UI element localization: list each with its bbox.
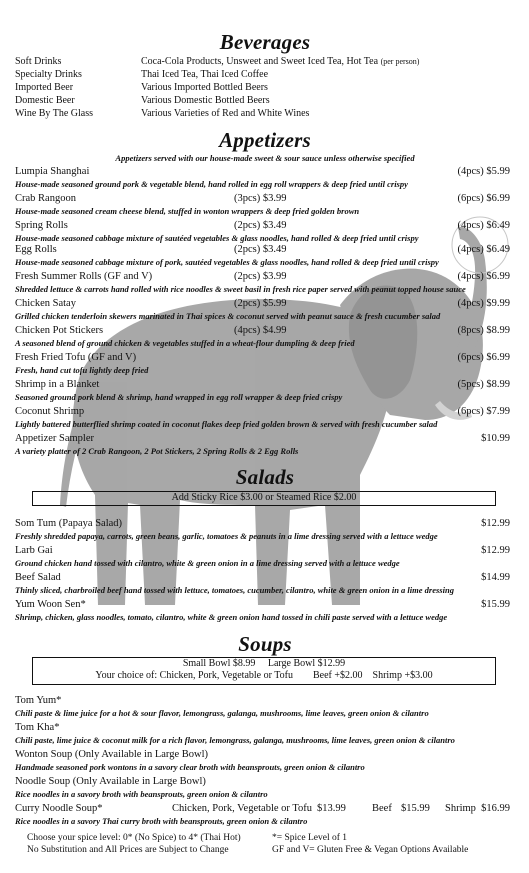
appetizers-heading: Appetizers xyxy=(219,128,311,152)
item-description: Freshly shredded papaya, carrots, green beans, garlic, tomatoes & peanuts in a lime dressing served with a lettuce wedge xyxy=(15,531,438,541)
rice-addon-box: Add Sticky Rice $3.00 or Steamed Rice $2.00 xyxy=(32,491,496,506)
beverage-value: Thai Iced Tea, Thai Iced Coffee xyxy=(141,69,269,80)
item-large-portion: (6pcs) $6.99 xyxy=(457,352,510,363)
menu-item xyxy=(15,748,510,761)
item-large-portion: (8pcs) $8.99 xyxy=(457,325,510,336)
soups-heading: Soups xyxy=(238,632,292,656)
item-description: Rice noodles in a savory broth with beansprouts, green onion & cilantro xyxy=(15,789,268,799)
spice-key-note: *= Spice Level of 1 xyxy=(272,833,348,843)
item-name: Appetizer Sampler xyxy=(15,433,95,444)
item-description: Thinly sliced, charbroiled beef hand tossed with lettuce, tomatoes, cucumber, cilantro, white & green onion in a lime dressing xyxy=(15,585,454,595)
item-description: A seasoned blend of ground chicken & vegetables stuffed in a wheat-flour dumpling & deep fried xyxy=(15,338,355,348)
menu-item xyxy=(15,270,510,283)
item-name: Crab Rangoon xyxy=(15,193,76,204)
curry-beef-price: $15.99 xyxy=(401,803,430,814)
item-name: Tom Yum* xyxy=(15,695,62,706)
item-small-portion: (2pcs) $3.99 xyxy=(234,271,287,282)
item-price: $12.99 xyxy=(481,518,510,529)
item-large-portion: (4pcs) $6.49 xyxy=(457,244,510,255)
item-description: House-made seasoned cabbage mixture of sautéed vegetables & glass noodles, hand rolled & deep fried until crispy xyxy=(15,233,419,243)
menu-item xyxy=(15,694,510,707)
item-small-portion: (2pcs) $3.49 xyxy=(234,244,287,255)
curry-beef-label: Beef xyxy=(372,803,392,814)
item-name: Larb Gai xyxy=(15,545,53,556)
beverage-name: Domestic Beer xyxy=(15,95,75,106)
beverage-note: (per person) xyxy=(380,57,420,66)
beverage-item xyxy=(15,56,515,68)
menu-item xyxy=(15,351,510,364)
item-name: Spring Rolls xyxy=(15,220,68,231)
item-description: Shredded lettuce & carrots hand rolled with rice noodles & sweet basil in fresh rice paper served with peanut topped house sauce xyxy=(15,284,466,294)
item-small-portion: (3pcs) $3.99 xyxy=(234,193,287,204)
item-name: Noodle Soup (Only Available in Large Bowl) xyxy=(15,776,206,787)
curry-choice-price: $13.99 xyxy=(317,803,346,814)
beverage-item xyxy=(15,108,515,120)
substitution-note: No Substitution and All Prices are Subject to Change xyxy=(27,845,229,855)
item-large-portion: (6pcs) $6.99 xyxy=(457,193,510,204)
appetizers-subtitle: Appetizers served with our house-made sweet & sour sauce unless otherwise specified xyxy=(115,153,415,163)
item-description: House-made seasoned cream cheese blend, stuffed in wonton wrappers & deep fried golden brown xyxy=(15,206,360,216)
item-large-portion: (4pcs) $6.49 xyxy=(457,220,510,231)
beverage-value-text: Coca-Cola Products, Unsweet and Sweet Iced Tea, Hot Tea xyxy=(141,56,379,67)
beverage-value xyxy=(141,56,419,68)
menu-item xyxy=(15,324,510,337)
beverage-name: Specialty Drinks xyxy=(15,69,82,80)
soup-pricing-box xyxy=(32,657,496,685)
menu-item xyxy=(15,405,510,418)
item-name: Beef Salad xyxy=(15,572,61,583)
item-description: Shrimp, chicken, glass noodles, tomato, cilantro, white & green onion hand tossed in chili paste served with a lettuce wedge xyxy=(15,612,448,622)
item-large-portion: (4pcs) $5.99 xyxy=(457,166,510,177)
item-large-portion: (4pcs) $6.99 xyxy=(457,271,510,282)
item-description: Lightly battered butterflied shrimp coated in coconut flakes deep fried golden brown & served with fresh cucumber salad xyxy=(15,419,438,429)
item-large-portion: (4pcs) $9.99 xyxy=(457,298,510,309)
item-price: $10.99 xyxy=(481,433,510,444)
item-price: $12.99 xyxy=(481,545,510,556)
curry-shrimp-price: $16.99 xyxy=(481,803,510,814)
beverage-value: Various Imported Bottled Beers xyxy=(141,82,268,93)
item-description: House-made seasoned ground pork & vegetable blend, hand rolled in egg roll wrappers & deep fried until crispy xyxy=(15,179,408,189)
curry-choice: Chicken, Pork, Vegetable or Tofu xyxy=(172,803,313,814)
item-name: Tom Kha* xyxy=(15,722,60,733)
menu-item xyxy=(15,243,510,256)
item-description: Grilled chicken tenderloin skewers marinated in Thai spices & coconut served with peanut sauce & fresh cucumber salad xyxy=(15,311,441,321)
soup-bowl-prices: Small Bowl $8.99 Large Bowl $12.99 xyxy=(182,658,346,669)
beverage-name: Wine By The Glass xyxy=(15,108,94,119)
item-name: Som Tum (Papaya Salad) xyxy=(15,518,123,529)
beverage-name: Soft Drinks xyxy=(15,56,62,67)
item-small-portion: (2pcs) $3.49 xyxy=(234,220,287,231)
curry-shrimp-label: Shrimp xyxy=(445,803,476,814)
item-name: Curry Noodle Soup* xyxy=(15,803,103,814)
item-large-portion: (5pcs) $8.99 xyxy=(457,379,510,390)
menu-item xyxy=(15,598,510,611)
item-name: Yum Woon Sen* xyxy=(15,599,86,610)
item-name: Shrimp in a Blanket xyxy=(15,379,100,390)
menu-item xyxy=(15,378,510,391)
menu-item xyxy=(15,432,510,445)
item-name: Wonton Soup (Only Available in Large Bowl) xyxy=(15,749,208,760)
beverage-item xyxy=(15,69,515,81)
item-description: Handmade seasoned pork wontons in a savory clear broth with beansprouts, green onion & cilantro xyxy=(15,762,365,772)
menu-item xyxy=(15,544,510,557)
item-description: Ground chicken hand tossed with cilantro, white & green onion in a lime dressing served with a lettuce wedge xyxy=(15,558,400,568)
beverage-item xyxy=(15,95,515,107)
item-price: $15.99 xyxy=(481,599,510,610)
item-name: Fresh Fried Tofu (GF and V) xyxy=(15,352,137,363)
menu-item xyxy=(15,775,510,788)
item-name: Chicken Satay xyxy=(15,298,76,309)
salads-heading: Salads xyxy=(235,465,295,489)
menu-item xyxy=(15,571,510,584)
item-description: Rice noodles in a savory Thai curry broth with beansprouts, green onion & cilantro xyxy=(15,816,308,826)
soup-protein-choices: Your choice of: Chicken, Pork, Vegetable or Tofu Beef +$2.00 Shrimp +$3.00 xyxy=(95,670,433,681)
gluten-free-key-note: GF and V= Gluten Free & Vegan Options Available xyxy=(272,845,469,855)
menu-item xyxy=(15,165,510,178)
item-description: Fresh, hand cut tofu lightly deep fried xyxy=(15,365,149,375)
item-description: A variety platter of 2 Crab Rangoon, 2 Pot Stickers, 2 Spring Rolls & 2 Egg Rolls xyxy=(15,446,299,456)
item-description: Chili paste, lime juice & coconut milk for a rich flavor, lemongrass, galanga, mushrooms, lime leaves, green onion & cilantro xyxy=(15,735,455,745)
beverage-name: Imported Beer xyxy=(15,82,74,93)
item-price: $14.99 xyxy=(481,572,510,583)
menu-item xyxy=(15,297,510,310)
item-name: Fresh Summer Rolls (GF and V) xyxy=(15,271,153,282)
curry-noodle-soup-item xyxy=(15,802,510,815)
menu-item xyxy=(15,517,510,530)
item-small-portion: (2pcs) $5.99 xyxy=(234,298,287,309)
beverage-value: Various Domestic Bottled Beers xyxy=(141,95,270,106)
menu-item xyxy=(15,721,510,734)
item-name: Coconut Shrimp xyxy=(15,406,85,417)
item-name: Chicken Pot Stickers xyxy=(15,325,104,336)
item-description: Chili paste & lime juice for a hot & sour flavor, lemongrass, galanga, mushrooms, lime leaves, green onion & cilantro xyxy=(15,708,429,718)
item-description: Seasoned ground pork blend & shrimp, hand wrapped in egg roll wrapper & deep fried crispy xyxy=(15,392,343,402)
spice-level-note: Choose your spice level: 0* (No Spice) to 4* (Thai Hot) xyxy=(27,833,241,843)
beverage-item xyxy=(15,82,515,94)
item-large-portion: (6pcs) $7.99 xyxy=(457,406,510,417)
beverage-value: Various Varieties of Red and White Wines xyxy=(141,108,310,119)
item-name: Lumpia Shanghai xyxy=(15,166,90,177)
item-description: House-made seasoned cabbage mixture of pork, sautéed vegetables & glass noodles, hand rolled & deep fried until crispy xyxy=(15,257,439,267)
item-name: Egg Rolls xyxy=(15,244,57,255)
beverages-heading: Beverages xyxy=(219,30,311,54)
menu-item xyxy=(15,219,510,232)
item-small-portion: (4pcs) $4.99 xyxy=(234,325,287,336)
menu-item xyxy=(15,192,510,205)
